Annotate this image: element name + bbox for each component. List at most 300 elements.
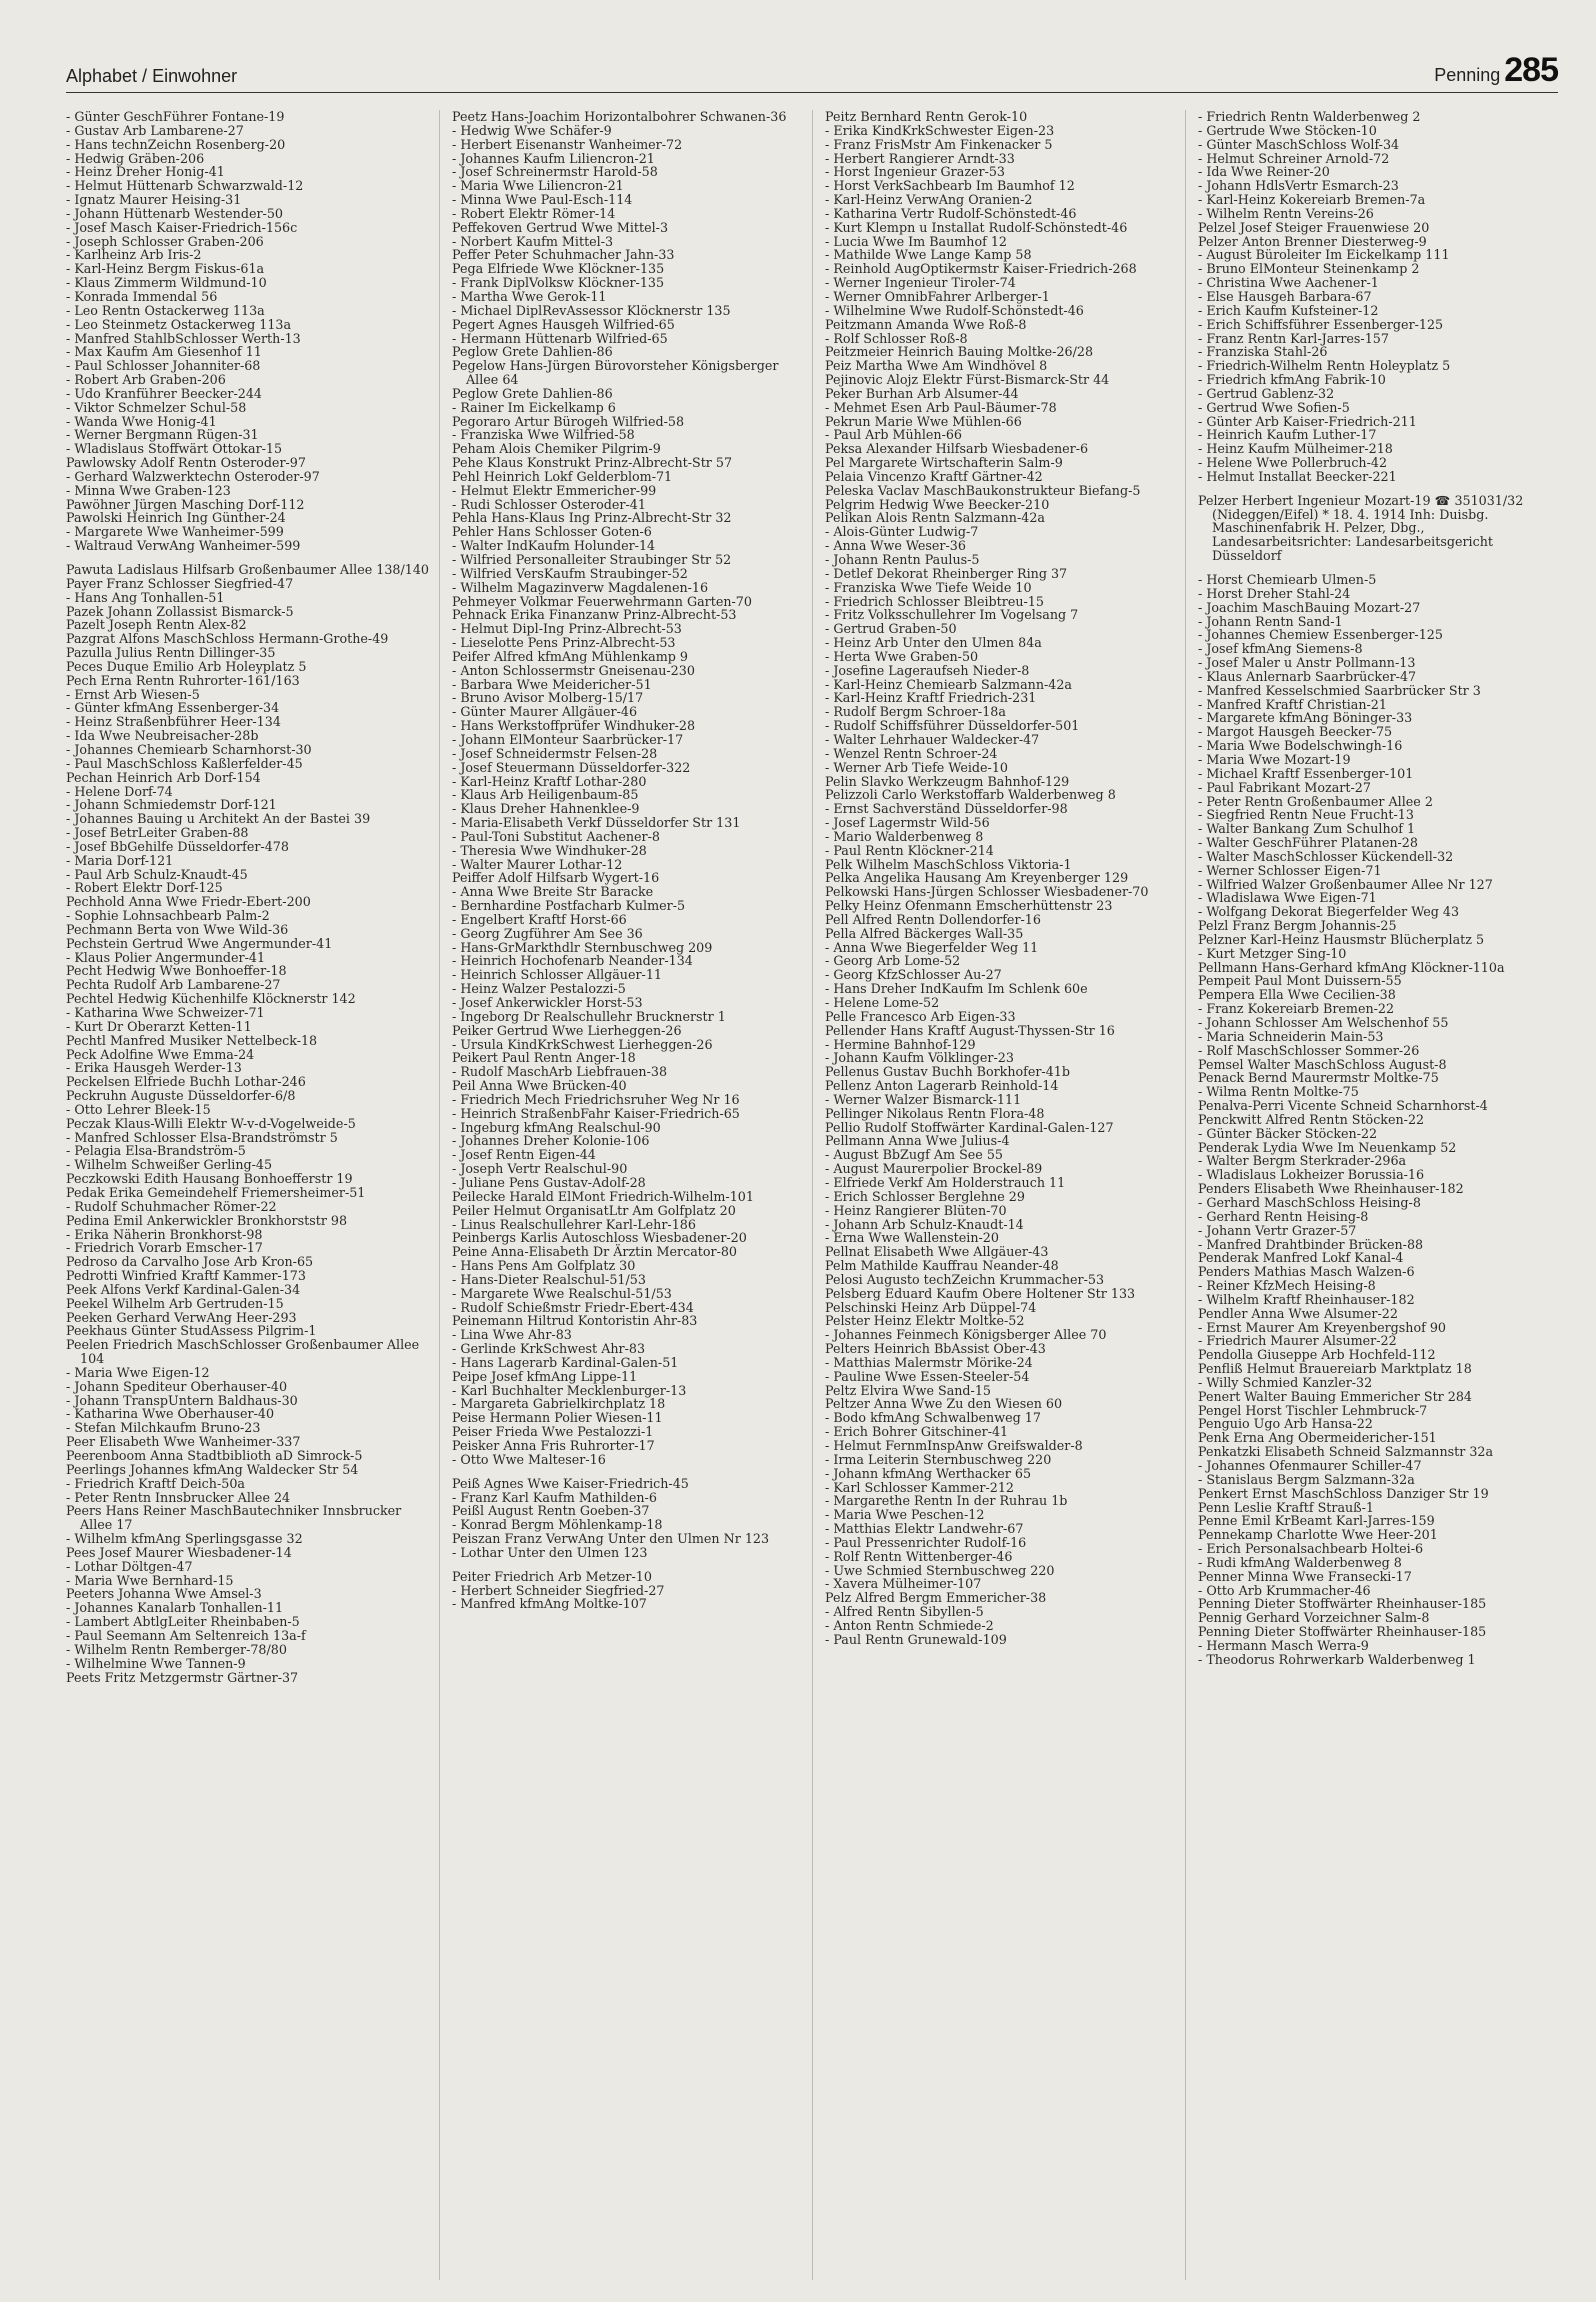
directory-entry: - Heinz Walzer Pestalozzi-5	[452, 981, 626, 997]
directory-entry: - Robert Elektr Römer-14	[452, 205, 616, 221]
directory-entry: - Rudolf Schuhmacher Römer-22	[66, 1198, 277, 1214]
directory-entry: Pechta Rudolf Arb Lambarene-27	[66, 977, 281, 993]
directory-entry: - Josef Schneidermstr Felsen-28	[452, 745, 658, 761]
directory-entry: Peitzmeier Heinrich Bauing Moltke-26/28	[825, 344, 1094, 360]
directory-entry: Peltzer Anna Wwe Zu den Wiesen 60	[825, 1396, 1063, 1412]
directory-entry: - Margarete kfmAng Böninger-33	[1198, 710, 1413, 726]
directory-entry: - Paul Rentn Klöckner-214	[825, 842, 994, 858]
directory-entry: Peham Alois Chemiker Pilgrim-9	[452, 441, 661, 457]
directory-entry: - Sophie Lohnsachbearb Palm-2	[66, 908, 270, 924]
directory-entry: Peiler Helmut OrganisatLtr Am Golfplatz 20	[452, 1202, 736, 1218]
directory-entry: - Erika KindKrkSchwester Eigen-23	[825, 122, 1055, 138]
directory-entry: Pelin Slavko Werkzeugm Bahnhof-129	[825, 773, 1070, 789]
directory-entry: - Friedrich Kraftf Deich-50a	[66, 1475, 245, 1491]
directory-entry: Peffekoven Gertrud Wwe Mittel-3	[452, 219, 669, 235]
directory-entry: Penne Emil KrBeamt Karl-Jarres-159	[1198, 1513, 1435, 1529]
directory-entry: - Otto Arb Krummacher-46	[1198, 1582, 1371, 1598]
directory-entry: Pennig Gerhard Vorzeichner Salm-8	[1198, 1610, 1430, 1626]
directory-entry: - Heinrich Kaufm Luther-17	[1198, 427, 1377, 443]
directory-entry: Penderak Lydia Wwe Im Neuenkamp 52	[1198, 1139, 1457, 1155]
directory-entry: - Margarethe Rentn In der Ruhrau 1b	[825, 1493, 1068, 1509]
directory-entry: - Manfred StahlbSchlosser Werth-13	[66, 330, 301, 346]
directory-entry: - Frank DiplVolksw Klöckner-135	[452, 275, 665, 291]
directory-entry: Penn Leslie Kraftf Strauß-1	[1198, 1499, 1375, 1515]
directory-entry: - Herbert Eisenanstr Wanheimer-72	[452, 136, 683, 152]
directory-entry: - Bruno Avisor Molberg-15/17	[452, 690, 644, 706]
directory-entry: Pellender Hans Kraftf August-Thyssen-Str 16	[825, 1022, 1115, 1038]
directory-entry: - Rainer Im Eickelkamp 6	[452, 399, 616, 415]
directory-entry: - Josef Lagermstr Wild-56	[825, 815, 990, 831]
directory-entry: Pechtl Manfred Musiker Nettelbeck-18	[66, 1032, 318, 1048]
directory-entry: - Wilhelm Rentn Vereins-26	[1198, 205, 1374, 221]
directory-entry: Peek Alfons Verkf Kardinal-Galen-34	[66, 1281, 301, 1297]
directory-columns	[66, 110, 1558, 2280]
directory-entry: - Horst Ingenieur Grazer-53	[825, 164, 1006, 180]
directory-entry: Pelschinski Heinz Arb Düppel-74	[825, 1299, 1037, 1315]
directory-entry: - Minna Wwe Paul-Esch-114	[452, 192, 633, 208]
column-4	[1185, 110, 1558, 2280]
directory-entry: - Margarete Wwe Realschul-51/53	[452, 1285, 672, 1301]
directory-entry: - Karl-Heinz Kokereiarb Bremen-7a	[1198, 192, 1426, 208]
directory-entry: - Maria Wwe Bernhard-15	[66, 1572, 234, 1588]
directory-entry: Peiker Gertrud Wwe Lierheggen-26	[452, 1022, 682, 1038]
directory-entry: - Erich Schiffsführer Essenberger-125	[1198, 316, 1444, 332]
directory-entry: - Horst VerkSachbearb Im Baumhof 12	[825, 178, 1075, 194]
directory-entry: Peck Adolfine Wwe Emma-24	[66, 1046, 255, 1062]
directory-entry: Peiffer Adolf Hilfsarb Wygert-16	[452, 870, 660, 886]
directory-entry: Peleska Vaclav MaschBaukonstrukteur Biefang-5	[825, 482, 1141, 498]
directory-entry: Peisker Anna Fris Ruhrorter-17	[452, 1438, 655, 1453]
directory-entry: - Minna Wwe Graben-123	[66, 482, 231, 498]
directory-entry: - Helmut Dipl-Ing Prinz-Albrecht-53	[452, 621, 682, 637]
directory-entry: - Walter GeschFührer Platanen-28	[1198, 835, 1418, 851]
directory-entry: - Werner Arb Tiefe Weide-10	[825, 759, 1008, 775]
directory-entry: Penk Erna Ang Obermeidericher-151	[1198, 1430, 1437, 1446]
directory-entry: - Josef BetrLeiter Graben-88	[66, 825, 249, 841]
directory-entry: - Manfred Kraftf Christian-21	[1198, 696, 1387, 712]
directory-entry: Pelk Wilhelm MaschSchloss Viktoria-1	[825, 856, 1072, 872]
directory-entry: - Mario Walderbenweg 8	[825, 828, 984, 844]
directory-entry: Penert Walter Bauing Emmericher Str 284	[1198, 1388, 1473, 1404]
directory-entry: - Konrada Immendal 56	[66, 288, 218, 304]
directory-entry: Pelle Francesco Arb Eigen-33	[825, 1008, 1016, 1024]
directory-entry: - Erich Personalsachbearb Holtei-6	[1198, 1541, 1424, 1557]
directory-entry: - Hermann Masch Werra-9	[1198, 1637, 1369, 1653]
directory-entry: - Georg KfzSchlosser Au-27	[825, 967, 1002, 983]
directory-entry: - Gerhard MaschSchloss Heising-8	[1198, 1194, 1421, 1210]
directory-entry: - Karl-Heinz Kraftf Friedrich-231	[825, 690, 1037, 706]
column-2	[439, 110, 812, 2280]
directory-entry: - Paul Fabrikant Mozart-27	[1198, 779, 1371, 795]
directory-entry: - Lambert AbtlgLeiter Rheinbaben-5	[66, 1614, 300, 1630]
page-header-right	[1434, 51, 1558, 90]
directory-entry: - Michael DiplRevAssessor Klöcknerstr 135	[452, 302, 731, 318]
directory-entry: - Günter Maurer Allgäuer-46	[452, 704, 638, 720]
directory-entry: Penders Elisabeth Wwe Rheinhauser-182	[1198, 1181, 1464, 1197]
directory-entry: - Karlheinz Arb Iris-2	[66, 247, 202, 263]
directory-entry: Pehler Hans Schlosser Goten-6	[452, 524, 652, 540]
directory-entry: - Herta Wwe Graben-50	[825, 648, 979, 664]
directory-entry: Peker Burhan Arb Alsumer-44	[825, 385, 1019, 401]
directory-entry: - Franz Kokereiarb Bremen-22	[1198, 1001, 1395, 1017]
directory-entry: - Mathilde Wwe Lange Kamp 58	[825, 247, 1032, 263]
directory-entry: Pendler Anna Wwe Alsumer-22	[1198, 1305, 1398, 1321]
directory-entry: - Ingeburg kfmAng Realschul-90	[452, 1119, 661, 1135]
directory-entry: - Gertrud Wwe Sofien-5	[1198, 399, 1350, 415]
directory-entry: - Waltraud VerwAng Wanheimer-599	[66, 538, 301, 554]
directory-entry: - Anton Schlossermstr Gneisenau-230	[452, 662, 695, 678]
directory-entry: - Reiner KfzMech Heising-8	[1198, 1278, 1376, 1294]
directory-entry: - Wilhelm Schweißer Gerling-45	[66, 1157, 273, 1173]
directory-entry: - Hans Dreher IndKaufm Im Schlenk 60e	[825, 981, 1088, 997]
directory-entry: - Pauline Wwe Essen-Steeler-54	[825, 1368, 1030, 1384]
directory-entry: - Maria-Elisabeth Verkf Düsseldorfer Str 131	[452, 815, 741, 831]
directory-entry: - Kurt Dr Oberarzt Ketten-11	[66, 1018, 252, 1034]
directory-entry: Pecht Hedwig Wwe Bonhoeffer-18	[66, 963, 287, 979]
directory-entry: - Xavera Mülheimer-107	[825, 1576, 982, 1592]
directory-entry: - Walter Bankang Zum Schulhof 1	[1198, 821, 1416, 837]
directory-entry: Peil Anna Wwe Brücken-40	[452, 1078, 627, 1094]
directory-entry: Pazgrat Alfons MaschSchloss Hermann-Grothe-49	[66, 631, 389, 647]
directory-entry: - Bruno ElMonteur Steinenkamp 2	[1198, 261, 1420, 277]
directory-entry: - Michael Kraftf Essenberger-101	[1198, 765, 1414, 781]
directory-entry: - Katharina Wwe Schweizer-71	[66, 1005, 265, 1020]
directory-entry: Peine Anna-Elisabeth Dr Ärztin Mercator-80	[452, 1244, 737, 1260]
directory-entry: - Ingeborg Dr Realschullehr Brucknerstr 1	[452, 1008, 726, 1024]
directory-entry: Pelizzoli Carlo Werkstoffarb Walderbenweg 8	[825, 787, 1116, 803]
directory-entry: - Karl-Heinz Bergm Fiskus-61a	[66, 261, 265, 277]
directory-entry: - Matthias Elektr Landwehr-67	[825, 1521, 1024, 1537]
directory-entry: - Anna Wwe Breite Str Baracke	[452, 884, 654, 900]
directory-entry: - Lucia Wwe Im Baumhof 12	[825, 233, 1007, 249]
directory-entry: - August Maurerpolier Brockel-89	[825, 1161, 1043, 1177]
directory-entry: - Reinhold AugOptikermstr Kaiser-Friedrich-268	[825, 261, 1137, 277]
directory-entry: Peiser Frieda Wwe Pestalozzi-1	[452, 1424, 654, 1440]
directory-entry: Pehe Klaus Konstrukt Prinz-Albrecht-Str 57	[452, 455, 733, 471]
directory-entry: Peckelsen Elfriede Buchh Lothar-246	[66, 1074, 306, 1090]
directory-entry: - Ernst Sachverständ Düsseldorfer-98	[825, 801, 1068, 817]
directory-entry: Pazulla Julius Rentn Dillinger-35	[66, 645, 276, 661]
directory-entry: - Josef Steuermann Düsseldorfer-322	[452, 759, 691, 775]
directory-entry: - Heinrich Hochofenarb Neander-134	[452, 953, 693, 969]
directory-entry: - Johann Rentn Sand-1	[1198, 613, 1343, 629]
directory-entry: Peerenboom Anna Stadtbiblioth aD Simrock-5	[66, 1448, 363, 1463]
directory-entry: - Friedrich Vorarb Emscher-17	[66, 1240, 263, 1256]
directory-entry: Pegert Agnes Hausgeh Wilfried-65	[452, 316, 675, 332]
directory-entry: Pegelow Hans-Jürgen Bürovorsteher Königsberger Allee 64	[452, 358, 783, 388]
directory-entry: - Franz Rentn Karl-Jarres-157	[1198, 330, 1389, 346]
directory-entry: Pehl Heinrich Lokf Gelderblom-71	[452, 468, 673, 484]
directory-entry: - Wilfried VersKaufm Straubinger-52	[452, 565, 688, 581]
directory-entry: - Kurt Klempn u Installat Rudolf-Schönstedt-46	[825, 219, 1128, 235]
directory-entry: - Wilhelm Kraftf Rheinhauser-182	[1198, 1291, 1415, 1307]
directory-entry: Peitzmann Amanda Wwe Roß-8	[825, 316, 1027, 332]
directory-entry: - Johannes Chemiearb Scharnhorst-30	[66, 741, 312, 757]
directory-entry: - Erich Kaufm Kufsteiner-12	[1198, 302, 1379, 318]
directory-entry: Peipe Josef kfmAng Lippe-11	[452, 1368, 638, 1384]
directory-entry: Peise Hermann Polier Wiesen-11	[452, 1410, 663, 1426]
directory-entry: - Bernhardine Postfacharb Kulmer-5	[452, 898, 686, 914]
directory-entry: - Heinrich Schlosser Allgäuer-11	[452, 967, 662, 983]
directory-entry: Penders Mathias Masch Walzen-6	[1198, 1264, 1415, 1280]
directory-entry: Pelkowski Hans-Jürgen Schlosser Wiesbadener-70	[825, 884, 1149, 900]
directory-entry: Pechstein Gertrud Wwe Angermunder-41	[66, 935, 333, 951]
directory-entry: - Kurt Metzger Sing-10	[1198, 945, 1347, 961]
directory-entry: - Rudolf Schießmstr Friedr-Ebert-434	[452, 1299, 694, 1315]
directory-entry: - Ida Wwe Neubreisacher-28b	[66, 728, 259, 744]
directory-entry: Peltz Elvira Wwe Sand-15	[825, 1382, 991, 1398]
directory-entry: - Wilhelmine Wwe Tannen-9	[66, 1655, 246, 1671]
directory-entry: - Barbara Wwe Meidericher-51	[452, 676, 652, 692]
directory-entry: - Maria Wwe Mozart-19	[1198, 751, 1351, 767]
directory-entry: - Otto Wwe Malteser-16	[452, 1451, 606, 1467]
directory-entry: - Johann Hüttenarb Westender-50	[66, 205, 283, 221]
directory-entry: - Hans Ang Tonhallen-51	[66, 589, 225, 605]
directory-entry: - Helmut FernmInspAnw Greifswalder-8	[825, 1438, 1083, 1453]
directory-entry: - Helmut Installat Beecker-221	[1198, 468, 1397, 484]
directory-entry: - Josef Maler u Anstr Pollmann-13	[1198, 655, 1416, 671]
directory-entry: - Johann Rentn Paulus-5	[825, 552, 980, 567]
directory-entry: - Margot Hausgeh Beecker-75	[1198, 724, 1393, 740]
directory-entry: Peifer Alfred kfmAng Mühlenkamp 9	[452, 648, 688, 664]
directory-entry: - Johann Vertr Grazer-57	[1198, 1222, 1357, 1238]
directory-entry: - Martha Wwe Gerok-11	[452, 288, 607, 304]
directory-entry: - Maria Dorf-121	[66, 852, 174, 868]
directory-entry: Penderak Manfred Lokf Kanal-4	[1198, 1250, 1404, 1266]
directory-entry: - Ida Wwe Reiner-20	[1198, 164, 1330, 180]
directory-entry: - Wladislaus Stoffwärt Ottokar-15	[66, 441, 283, 457]
directory-entry: - Hermann Hüttenarb Wilfried-65	[452, 330, 668, 346]
directory-entry: - Johann Kaufm Völklinger-23	[825, 1050, 1014, 1066]
directory-entry: - Paul Arb Schulz-Knaudt-45	[66, 866, 248, 882]
directory-entry: - Maria Wwe Peschen-12	[825, 1507, 985, 1523]
directory-entry: Peiter Friedrich Arb Metzer-10	[452, 1568, 652, 1584]
directory-entry: Peets Fritz Metzgermstr Gärtner-37	[66, 1669, 299, 1685]
directory-entry: Pelzner Karl-Heinz Hausmstr Blücherplatz 5	[1198, 931, 1485, 947]
directory-entry: Peilecke Harald ElMont Friedrich-Wilhelm-101	[452, 1188, 754, 1204]
directory-entry: - Helmut Elektr Emmericher-99	[452, 482, 657, 498]
directory-entry: Peksa Alexander Hilfsarb Wiesbadener-6	[825, 441, 1089, 457]
directory-entry: Penack Bernd Maurermstr Moltke-75	[1198, 1070, 1439, 1086]
directory-entry: - Wilfried Personalleiter Straubinger Str 52	[452, 552, 732, 567]
directory-entry: Pellmann Anna Wwe Julius-4	[825, 1133, 1010, 1149]
directory-entry: - Joseph Vertr Realschul-90	[452, 1161, 628, 1177]
directory-entry: - Hans Lagerarb Kardinal-Galen-51	[452, 1354, 679, 1370]
directory-entry: - Paul Arb Mühlen-66	[825, 427, 962, 443]
directory-entry: - Paul Pressenrichter Rudolf-16	[825, 1534, 1027, 1550]
directory-entry: - Juliane Pens Gustav-Adolf-28	[452, 1174, 646, 1190]
directory-entry: - Helmut Schreiner Arnold-72	[1198, 150, 1390, 166]
directory-entry: - Margareta Gabrielkirchplatz 18	[452, 1396, 666, 1412]
directory-entry: - Johann ElMonteur Saarbrücker-17	[452, 731, 684, 747]
directory-entry: - Lothar Döltgen-47	[66, 1558, 193, 1574]
directory-entry: - Johann Schmiedemstr Dorf-121	[66, 797, 277, 813]
directory-entry: - Hans Werkstoffprüfer Windhuker-28	[452, 718, 696, 734]
directory-entry: - Erich Bohrer Gitschiner-41	[825, 1424, 1009, 1440]
directory-entry: Peers Hans Reiner MaschBautechniker Innsbrucker Allee 17	[66, 1503, 406, 1533]
directory-entry: - Manfred Drahtbinder Brücken-88	[1198, 1236, 1424, 1252]
directory-entry: Pellenus Gustav Buchh Borkhofer-41b	[825, 1064, 1070, 1080]
directory-entry: - Friedrich Maurer Alsumer-22	[1198, 1333, 1397, 1349]
directory-entry: Pennekamp Charlotte Wwe Heer-201	[1198, 1527, 1438, 1543]
directory-entry: Peinbergs Karlis Autoschloss Wiesbadener-20	[452, 1230, 747, 1246]
directory-entry: - Johann Spediteur Oberhauser-40	[66, 1378, 288, 1394]
directory-entry: Penkert Ernst MaschSchloss Danziger Str 19	[1198, 1485, 1489, 1501]
directory-entry: Pelster Heinz Elektr Moltke-52	[825, 1313, 1025, 1329]
directory-entry: - Horst Dreher Stahl-24	[1198, 585, 1351, 601]
directory-entry: - Günter Arb Kaiser-Friedrich-211	[1198, 413, 1417, 429]
directory-entry: Peiszan Franz VerwAng Unter den Ulmen Nr 123	[452, 1531, 770, 1547]
directory-entry: - Erna Wwe Wallenstein-20	[825, 1230, 999, 1246]
directory-entry: Pazelt Joseph Rentn Alex-82	[66, 617, 247, 633]
directory-entry: - Konrad Bergm Möhlenkamp-18	[452, 1517, 663, 1533]
directory-entry: Pechmann Berta von Wwe Wild-36	[66, 921, 289, 937]
running-surname: Penning	[1434, 65, 1501, 85]
directory-entry: - Heinz Dreher Honig-41	[66, 164, 225, 180]
directory-entry: - Maria Wwe Eigen-12	[66, 1364, 210, 1380]
directory-entry: Pellio Rudolf Stoffwärter Kardinal-Galen-127	[825, 1119, 1114, 1135]
directory-entry: - Lina Wwe Ahr-83	[452, 1327, 572, 1343]
directory-entry: - Robert Elektr Dorf-125	[66, 880, 223, 896]
directory-entry: Pelikan Alois Rentn Salzmann-42a	[825, 510, 1045, 526]
directory-entry: Peinemann Hiltrud Kontoristin Ahr-83	[452, 1313, 698, 1329]
directory-entry: - Hans-GrMarkthdlr Sternbuschweg 209	[452, 939, 713, 955]
directory-entry: - Rudolf MaschArb Liebfrauen-38	[452, 1064, 668, 1080]
directory-entry: - Erika Näherin Bronkhorst-98	[66, 1226, 263, 1242]
directory-entry: - Josef Schreinermstr Harold-58	[452, 164, 658, 180]
directory-entry: - Johannes Ofenmaurer Schiller-47	[1198, 1458, 1422, 1473]
directory-entry: - Gustav Arb Lambarene-27	[66, 122, 244, 138]
directory-entry: Pemsel Walter MaschSchloss August-8	[1198, 1056, 1447, 1072]
directory-entry: Penckwitt Alfred Rentn Stöcken-22	[1198, 1111, 1425, 1127]
directory-entry: - Helene Dorf-74	[66, 783, 173, 799]
directory-entry: Pelm Mathilde Kauffrau Neander-48	[825, 1258, 1059, 1274]
directory-entry: Peiz Martha Wwe Am Windhövel 8	[825, 358, 1048, 374]
directory-entry: Pelka Angelika Hausang Am Kreyenberger 129	[825, 870, 1129, 886]
directory-entry: - Herbert Rangierer Arndt-33	[825, 150, 1015, 166]
directory-entry: - Erika Hausgeh Werder-13	[66, 1060, 242, 1076]
directory-entry: - Helmut Hüttenarb Schwarzwald-12	[66, 178, 304, 194]
directory-entry: Pehla Hans-Klaus Ing Prinz-Albrecht-Str 32	[452, 510, 732, 526]
directory-entry: - Wilhelmine Wwe Rudolf-Schönstedt-46	[825, 302, 1084, 318]
directory-entry: - Manfred kfmAng Moltke-107	[452, 1596, 647, 1612]
directory-entry: - Joachim MaschBauing Mozart-27	[1198, 599, 1421, 615]
directory-entry: - Lothar Unter den Ulmen 123	[452, 1544, 648, 1560]
directory-entry: - Karl-Heinz VerwAng Oranien-2	[825, 192, 1033, 208]
directory-entry: - Katharina Wwe Oberhauser-40	[66, 1406, 275, 1422]
directory-entry: Pel Margarete Wirtschafterin Salm-9	[825, 455, 1063, 471]
directory-entry: - Otto Lehrer Bleek-15	[66, 1101, 211, 1117]
directory-entry: - Josef Masch Kaiser-Friedrich-156c	[66, 219, 298, 235]
directory-entry: - Walter IndKaufm Holunder-14	[452, 538, 656, 554]
directory-entry: - Friedrich-Wilhelm Rentn Holeyplatz 5	[1198, 358, 1451, 374]
directory-entry: - Helene Lome-52	[825, 995, 940, 1010]
directory-entry: - Rudi Schlosser Osteroder-41	[452, 496, 646, 512]
directory-entry: - Hans Pens Am Golfplatz 30	[452, 1258, 636, 1274]
directory-entry: - Margarete Wwe Wanheimer-599	[66, 524, 284, 540]
directory-entry: - Gertrud Gablenz-32	[1198, 385, 1335, 401]
directory-entry: Pelzer Herbert Ingenieur Mozart-19 ☎ 351031/32 (Nideggen/Eifel) * 18. 4. 1914 Inh: Duisbg. Maschinenfabrik H. Pelzer, Dbg., Landesarbeitsrichter: Landesarbeitsgericht Düsseldorf	[1198, 492, 1528, 564]
directory-entry: Peces Duque Emilio Arb Holeyplatz 5	[66, 658, 307, 674]
directory-entry: - Werner Schlosser Eigen-71	[1198, 862, 1382, 878]
directory-entry: - Wladislawa Wwe Eigen-71	[1198, 890, 1377, 906]
directory-entry: Pegoraro Artur Bürogeh Wilfried-58	[452, 413, 685, 429]
directory-entry: - Siegfried Rentn Neue Frucht-13	[1198, 807, 1414, 823]
directory-entry: - Viktor Schmelzer Schul-58	[66, 399, 247, 415]
directory-entry: - Alfred Rentn Sibyllen-5	[825, 1604, 984, 1620]
directory-entry: Peckruhn Auguste Düsseldorfer-6/8	[66, 1088, 296, 1104]
directory-entry: - Linus Realschullehrer Karl-Lehr-186	[452, 1216, 696, 1232]
directory-entry: - Bodo kfmAng Schwalbenweg 17	[825, 1410, 1041, 1426]
directory-entry: Pelgrim Hedwig Wwe Beecker-210	[825, 496, 1050, 512]
directory-entry: - Fritz Volksschullehrer Im Vogelsang 7	[825, 607, 1079, 623]
directory-entry: - Josef BbGehilfe Düsseldorfer-478	[66, 838, 289, 854]
directory-entry: - Klaus Arb Heiligenbaum-85	[452, 787, 639, 803]
directory-entry: - Maria Wwe Liliencron-21	[452, 178, 624, 194]
directory-entry: - Ignatz Maurer Heising-31	[66, 192, 242, 208]
directory-entry: Peetz Hans-Joachim Horizontalbohrer Schwanen-36	[452, 110, 787, 124]
directory-entry: - Georg Zugführer Am See 36	[452, 925, 643, 941]
directory-entry: Pedroso da Carvalho Jose Arb Kron-65	[66, 1254, 314, 1270]
directory-entry: - Wilhelm Magazinverw Magdalenen-16	[452, 579, 709, 595]
directory-entry: - Johann Arb Schulz-Knaudt-14	[825, 1216, 1024, 1232]
directory-entry: Peerlings Johannes kfmAng Waldecker Str 54	[66, 1461, 359, 1477]
page-number: 285	[1504, 51, 1558, 89]
directory-entry: - Heinz Rangierer Blüten-70	[825, 1202, 1007, 1218]
directory-entry: Pelky Heinz Ofenmann Emscherhüttenstr 23	[825, 898, 1113, 914]
directory-entry: - Leo Steinmetz Ostackerweg 113a	[66, 316, 292, 332]
directory-entry: - Elfriede Verkf Am Holderstrauch 11	[825, 1174, 1066, 1190]
directory-entry: Penning Dieter Stoffwärter Rheinhauser-185	[1198, 1596, 1487, 1612]
directory-entry: Penkatzki Elisabeth Schneid Salzmannstr 32a	[1198, 1444, 1494, 1460]
directory-entry: - Engelbert Kraftf Horst-66	[452, 911, 627, 927]
directory-entry: Peczkowski Edith Hausang Bonhoefferstr 19	[66, 1171, 353, 1187]
directory-entry: - Manfred Kesselschmied Saarbrücker Str 3	[1198, 682, 1481, 698]
directory-entry: - Walter Bergm Sterkrader-296a	[1198, 1153, 1407, 1169]
directory-entry: - Hedwig Wwe Schäfer-9	[452, 122, 612, 138]
directory-entry: - Franziska Wwe Tiefe Weide 10	[825, 579, 1032, 595]
directory-entry: - Pelagia Elsa-Brandström-5	[66, 1143, 246, 1159]
directory-entry: - Matthias Malermstr Mörike-24	[825, 1354, 1033, 1370]
directory-entry: - Christina Wwe Aachener-1	[1198, 275, 1379, 291]
directory-entry: - Maria Schneiderin Main-53	[1198, 1028, 1384, 1044]
directory-entry: Pellenz Anton Lagerarb Reinhold-14	[825, 1078, 1059, 1094]
directory-entry: - Rudolf Bergm Schroer-18a	[825, 704, 1006, 720]
directory-entry: - August Büroleiter Im Eickelkamp 111	[1198, 247, 1450, 263]
directory-entry: - Heinz Straßenbführer Heer-134	[66, 714, 281, 730]
directory-entry: - Hermine Bahnhof-129	[825, 1036, 976, 1052]
directory-entry: - Franz Karl Kaufm Mathilden-6	[452, 1489, 657, 1505]
directory-entry: - Rolf Rentn Wittenberger-46	[825, 1548, 1013, 1564]
directory-entry: Peiß Agnes Wwe Kaiser-Friedrich-45	[452, 1475, 689, 1491]
directory-entry: - Wilma Rentn Moltke-75	[1198, 1084, 1359, 1100]
directory-entry: - Wilfried Walzer Großenbaumer Allee Nr 127	[1198, 876, 1493, 892]
directory-entry: - Johann Schlosser Am Welschenhof 55	[1198, 1015, 1449, 1030]
directory-entry: - Katharina Vertr Rudolf-Schönstedt-46	[825, 205, 1077, 221]
directory-entry: - Werner Walzer Bismarck-111	[825, 1091, 1022, 1107]
directory-entry: Payer Franz Schlosser Siegfried-47	[66, 575, 294, 591]
directory-entry: Pega Elfriede Wwe Klöckner-135	[452, 261, 665, 277]
directory-entry: - Klaus Anlernarb Saarbrücker-47	[1198, 668, 1417, 684]
directory-entry: Pengel Horst Tischler Lehmbruck-7	[1198, 1402, 1428, 1418]
directory-entry: - Anna Wwe Weser-36	[825, 538, 966, 554]
directory-entry: - Helene Wwe Pollerbruch-42	[1198, 455, 1388, 471]
directory-entry: - Paul-Toni Substitut Aachener-8	[452, 828, 660, 844]
page-header	[66, 52, 1558, 93]
directory-entry: - Günter GeschFührer Fontane-19	[66, 110, 285, 124]
directory-entry: - Paul Rentn Grunewald-109	[825, 1631, 1007, 1647]
directory-entry: - Wladislaus Lokheizer Borussia-16	[1198, 1167, 1425, 1183]
